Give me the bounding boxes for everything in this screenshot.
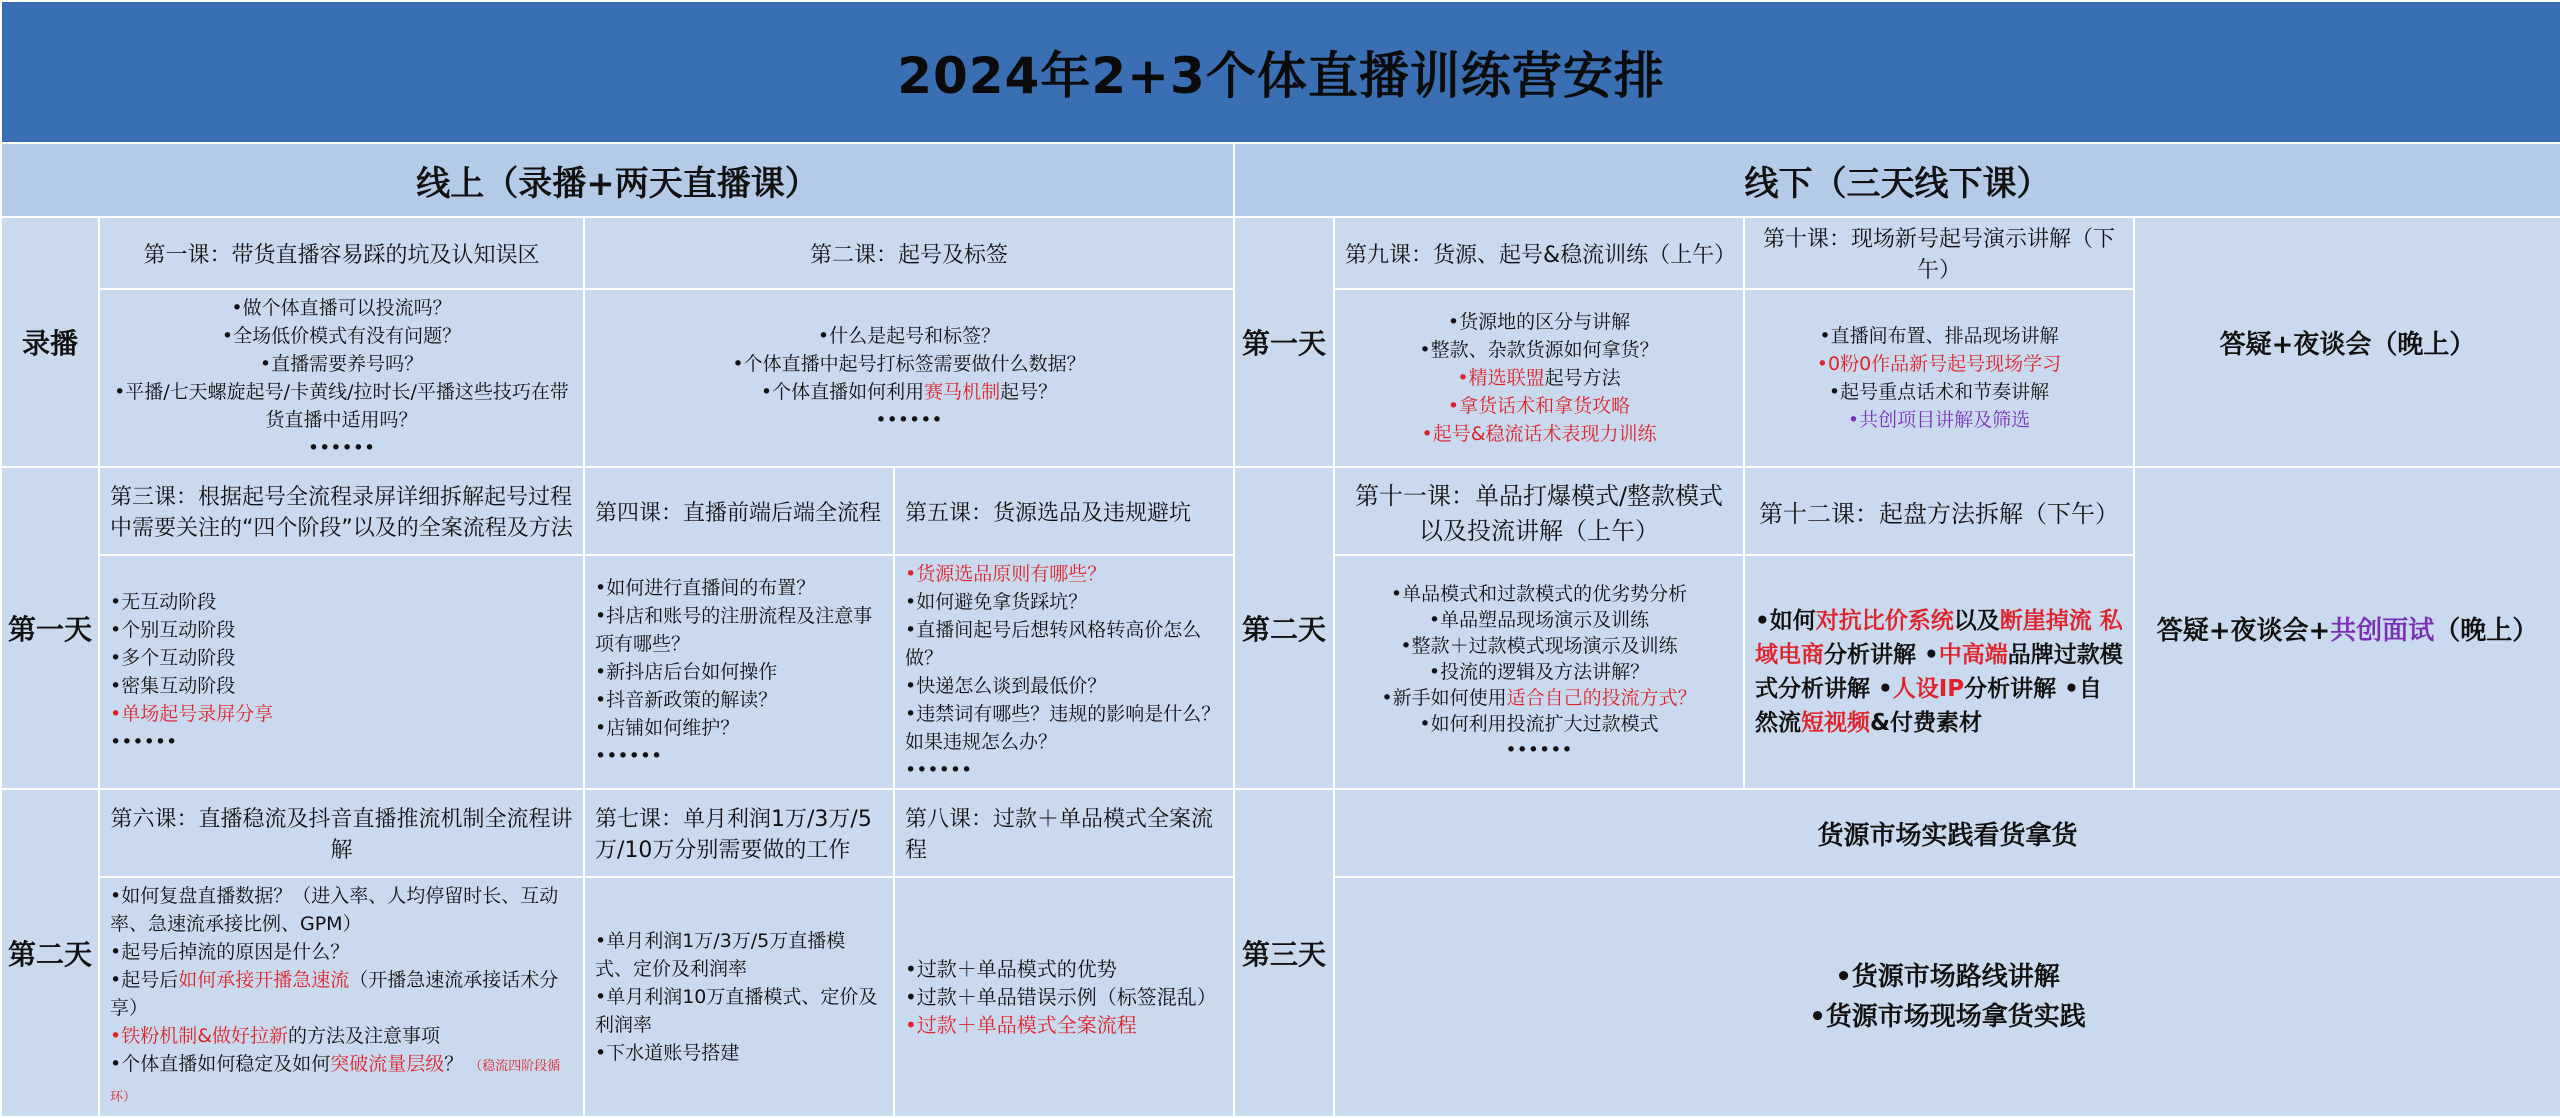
lesson-9-title: 第九课：货源、起号&稳流训练（上午） xyxy=(1334,217,1744,289)
lesson-6-title: 第六课：直播稳流及抖音直播推流机制全流程讲解 xyxy=(99,789,584,877)
offline-day-3: 第三天 xyxy=(1234,789,1334,1117)
lesson-1-title: 第一课：带货直播容易踩的坑及认知误区 xyxy=(99,217,584,289)
offline-day-1: 第一天 xyxy=(1234,217,1334,467)
lesson-2-content: •什么是起号和标签？ •个体直播中起号打标签需要做什么数据？ •个体直播如何利用赛马机制起号？ •••••• xyxy=(584,289,1234,467)
lesson-6-content: •如何复盘直播数据？（进入率、人均停留时长、互动率、急速流承接比例、GPM） •起号后掉流的原因是什么？ •起号后如何承接开播急速流（开播急速流承接话术分享） •铁粉机制&做好拉新的方法及注意事项 •个体直播如何稳定及如何突破流量层级？ （稳流四阶段循环） xyxy=(99,877,584,1117)
lesson-4-title: 第四课：直播前端后端全流程 xyxy=(584,467,894,555)
lesson-1-content: •做个体直播可以投流吗？ •全场低价模式有没有问题？ •直播需要养号吗？ •平播/七天螺旋起号/卡黄线/拉时长/平播这些技巧在带货直播中适用吗？ •••••• xyxy=(99,289,584,467)
lesson-5-title: 第五课：货源选品及违规避坑 xyxy=(894,467,1234,555)
lesson-2-title: 第二课：起号及标签 xyxy=(584,217,1234,289)
market-practice-content: •货源市场路线讲解 •货源市场现场拿货实践 xyxy=(1334,877,2560,1117)
online-header: 线上（录播+两天直播课） xyxy=(1,143,1234,217)
row-label-day-1: 第一天 xyxy=(1,467,99,789)
lesson-9-content: •货源地的区分与讲解 •整款、杂款货源如何拿货？ •精选联盟起号方法 •拿货话术和拿货攻略 •起号&稳流话术表现力训练 xyxy=(1334,289,1744,467)
offline-day-2: 第二天 xyxy=(1234,467,1334,789)
lesson-3-title: 第三课：根据起号全流程录屏详细拆解起号过程中需要关注的“四个阶段”以及的全案流程及方法 xyxy=(99,467,584,555)
lesson-7-content: •单月利润1万/3万/5万直播模式、定价及利润率 •单月利润10万直播模式、定价及利润率 •下水道账号搭建 xyxy=(584,877,894,1117)
lesson-3-content: •无互动阶段 •个别互动阶段 •多个互动阶段 •密集互动阶段 •单场起号录屏分享 •••••• xyxy=(99,555,584,789)
market-practice-title: 货源市场实践看货拿货 xyxy=(1334,789,2560,877)
lesson-7-title: 第七课：单月利润1万/3万/5万/10万分别需要做的工作 xyxy=(584,789,894,877)
lesson-10-content: •直播间布置、排品现场讲解 •0粉0作品新号起号现场学习 •起号重点话术和节奏讲解 •共创项目讲解及筛选 xyxy=(1744,289,2134,467)
lesson-11-title: 第十一课：单品打爆模式/整款模式以及投流讲解（上午） xyxy=(1334,467,1744,555)
lesson-4-content: •如何进行直播间的布置？ •抖店和账号的注册流程及注意事项有哪些？ •新抖店后台如何操作 •抖音新政策的解读？ •店铺如何维护？ •••••• xyxy=(584,555,894,789)
qa-session-2: 答疑+夜谈会+共创面试（晚上） xyxy=(2134,467,2560,789)
lesson-12-content: •如何对抗比价系统以及断崖掉流 私域电商分析讲解 •中高端品牌过款模式分析讲解 •人设IP分析讲解 •自然流短视频&付费素材 xyxy=(1744,555,2134,789)
lesson-5-content: •货源选品原则有哪些？ •如何避免拿货踩坑？ •直播间起号后想转风格转高价怎么做？ •快递怎么谈到最低价？ •违禁词有哪些？违规的影响是什么？如果违规怎么办？ •••••• xyxy=(894,555,1234,789)
lesson-10-title: 第十课：现场新号起号演示讲解（下午） xyxy=(1744,217,2134,289)
row-label-day-2: 第二天 xyxy=(1,789,99,1117)
lesson-12-title: 第十二课：起盘方法拆解（下午） xyxy=(1744,467,2134,555)
qa-session-1: 答疑+夜谈会（晚上） xyxy=(2134,217,2560,467)
row-label-recording: 录播 xyxy=(1,217,99,467)
page-title: 2024年2+3个体直播训练营安排 xyxy=(1,1,2560,143)
lesson-8-content: •过款＋单品模式的优势 •过款＋单品错误示例（标签混乱） •过款＋单品模式全案流程 xyxy=(894,877,1234,1117)
lesson-11-content: •单品模式和过款模式的优劣势分析 •单品塑品现场演示及训练 •整款＋过款模式现场演示及训练 •投流的逻辑及方法讲解？ •新手如何使用适合自己的投流方式？ •如何利用投流扩大过款模式 •••••• xyxy=(1334,555,1744,789)
offline-header: 线下（三天线下课） xyxy=(1234,143,2560,217)
lesson-8-title: 第八课：过款＋单品模式全案流程 xyxy=(894,789,1234,877)
